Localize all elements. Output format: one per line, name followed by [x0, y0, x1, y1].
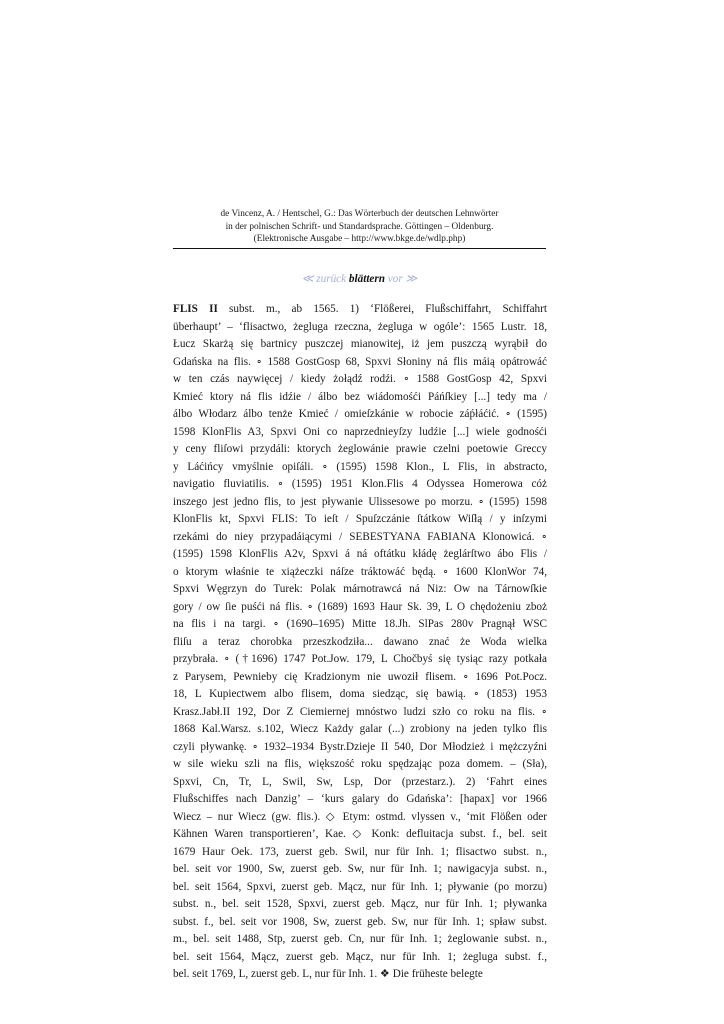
entry-line: Kähnen Waren transportieren’, Kae. ◇ Konk: defluitacja subst. f., bel. seit [173, 828, 547, 840]
entry-line: rzekámi do niey przypadáiącymi / SEBESTYANA FABIANA Klonowicá. ∘ [173, 530, 547, 543]
entry-line: m., bel. seit 1488, Stp, zuerst geb. Cn, nur für Inh. 1; żeglowanie subst. n., [173, 933, 547, 945]
entry-line: 1679 Haur Oek. 173, zuerst geb. Swil, nur für Inh. 1; flisactwo subst. n., [173, 845, 547, 858]
headword: FLIS II [173, 303, 218, 315]
entry-line: subst. f., bel. seit vor 1908, Sw, zuerst geb. Sw, nur für Inh. 1; spław subst. [173, 915, 547, 928]
entry-line: bel. seit vor 1900, Sw, zuerst geb. Sw, nur für Inh. 1; nawigacyja subst. n., [173, 863, 547, 875]
entry-line: Kmieć ktory ná flis idźie / álbo bez wiádomośći Páńſkiey [...] tedy ma / [173, 390, 547, 403]
entry-line: gory / ow ſie puśći ná flis. ∘ (1689) 1693 Haur Sk. 39, L O chędożeniu zboż [173, 600, 547, 613]
entry-line: 1868 Kal.Warsz. s.102, Wiecz Każdy galar (...) zrobiony na jeden tylko flis [173, 723, 547, 735]
citation-line-2: in der polnischen Schrift- und Standardsprache. Göttingen – Oldenburg. [225, 221, 494, 232]
browse-label: blättern [348, 273, 385, 285]
entry-line: bel. seit 1564, Mącz, zuerst geb. Mącz, nur für Inh. 1; żegluga subst. f., [173, 950, 547, 963]
entry-line: 18, L Kupiectwem albo flisem, doma siedząc, się bawią. ∘ (1853) 1953 [173, 688, 547, 700]
entry-line: 1598 KlonFlis A3, Spxvi Oni co naprzednieyſzy ludźie [...] wiele godnośći [173, 425, 547, 438]
entry-line: fliſu a teraz chorobka przeszkodziła... dawano znać że Woda wielka [173, 635, 547, 648]
entry-line: y Láćińcy vmyślnie opiſáli. ∘ (1595) 1598 Klon., L Flis, in abstracto, [173, 460, 547, 473]
entry-line: überhaupt’ – ‘flisactwo, żegluga rzeczna, żegluga w ogóle’: 1565 Lustr. 18, [173, 320, 547, 333]
entry-line: o ktorym właśnie te xiążeczki náſze tráktowáć będą. ∘ 1600 KlonWor 74, [173, 565, 547, 578]
entry-line: czyli pływankę. ∘ 1932–1934 Bystr.Dzieje II 540, Dor Młodzież i mężczyźni [173, 740, 547, 753]
forward-link[interactable]: vor ≫ [387, 273, 418, 285]
entry-line: Wiecz – nur Wiecz (gw. flis.). ◇ Etym: ostmd. vlyssen v., ‘mit Flößen oder [173, 810, 547, 823]
citation-line-3: (Elektronische Ausgabe – http://www.bkge.de/wdlp.php) [253, 234, 466, 245]
entry-line: z Parysem, Pewnieby cię Kradzionym nie uwoził flisem. ∘ 1696 Pot.Pocz. [173, 670, 547, 683]
entry-line: Spxvi, Cn, Tr, L, Swil, Sw, Lsp, Dor (przestarz.). 2) ‘Fahrt eines [173, 775, 547, 788]
entry-line: navigatio fluviatilis. ∘ (1595) 1951 Klon.Flis 4 Odyssea Homerowa cóż [173, 478, 547, 490]
entry-line: Gdańska na flis. ∘ 1588 GostGosp 68, Spxvi Słoniny ná flis máią opátrowáć [173, 355, 547, 368]
entry-line: y ceny fliſowi przydáli: ktorych żeglowánie prawie czelni poetowie Greccy [173, 443, 547, 455]
back-link[interactable]: ≪ zurück [301, 273, 347, 285]
entry-line: w sile wieku szli na flis, większość roku spędzając poza domem. – (Sła), [173, 758, 547, 770]
header-rule [173, 248, 546, 249]
entry-line: subst. n., bel. seit 1528, Spxvi, zuerst geb. Mącz, nur für Inh. 1; pływanka [173, 898, 547, 910]
entry-line: w ten czás naywięcej / kiedy żołądź rodźi. ∘ 1588 GostGosp 42, Spxvi [173, 373, 547, 385]
entry-line: (1595) 1598 KlonFlis A2v, Spxvi á ná oftátku kłádę żeglárſtwo ábo Flis / [173, 548, 547, 560]
entry-line: FLIS II subst. m., ab 1565. 1) ‘Flößerei, Flußschiffahrt, Schiffahrt [173, 303, 547, 315]
entry-line: na flis i na targi. ∘ (1690–1695) Mitte 18.Jh. SlPas 280v Pragnął WSC [173, 618, 547, 630]
entry-line: KlonFlis kt, Spxvi FLIS: To ieſt / Spuſzczánie ſtátkow Wiſłą / y inſzymi [173, 513, 547, 525]
entry-line: Spxvi Węgrzyn do Turek: Polak márnotrawcá ná Niz: Ow na Tárnowſkie [173, 583, 547, 595]
entry-line: Łucz Skarżą się bartnicy puszczej mianowitej, iż jem puszczą wyrąbił do [173, 338, 547, 350]
page-navigation [173, 272, 546, 285]
entry-line: Krasz.Jabł.II 192, Dor Z Ciemiernej mnóstwo ludzi szło co roku na flis. ∘ [173, 705, 547, 718]
entry-line: álbo Włodarz álbo tenże Kmieć / omieſzkánie w robocie záṕłáćić. ∘ (1595) [173, 408, 547, 420]
dictionary-entry [173, 301, 547, 984]
entry-line: Flußschiffes nach Danzig’ – ‘kurs galary do Gdańska’: [hapax] vor 1966 [173, 793, 547, 805]
entry-line: bel. seit 1769, L, zuerst geb. L, nur für Inh. 1. ❖ Die früheste belegte [173, 968, 483, 980]
entry-line: przybrała. ∘ (†1696) 1747 Pot.Jow. 179, L Chočbyś się tysiąc razy potkała [173, 653, 547, 665]
entry-line: inszego jest jedno flis, to jest pływanie Ulissesowe po morzu. ∘ (1595) 1598 [173, 495, 547, 508]
citation-line-1: de Vincenz, A. / Hentschel, G.: Das Wörterbuch der deutschen Lehnwörter [220, 209, 499, 219]
entry-line: bel. seit 1564, Spxvi, zuerst geb. Mącz, nur für Inh. 1; pływanie (po morzu) [173, 880, 547, 893]
citation-header [173, 208, 546, 246]
